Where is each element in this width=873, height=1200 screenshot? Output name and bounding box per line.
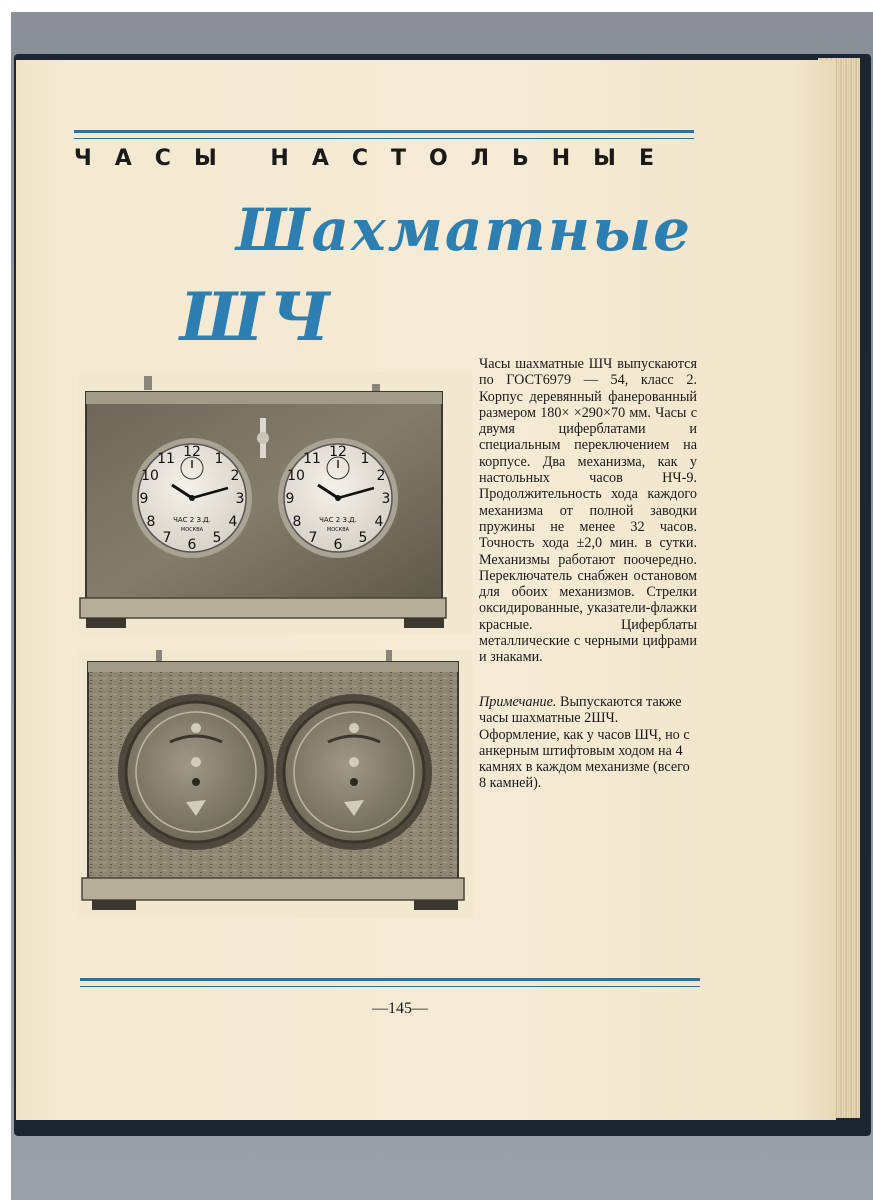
top-rule — [74, 130, 694, 139]
page-number: —145— — [372, 1000, 428, 1017]
svg-text:3: 3 — [235, 491, 245, 507]
note — [479, 694, 697, 792]
svg-text:4: 4 — [374, 514, 384, 530]
svg-text:11: 11 — [303, 451, 321, 467]
svg-text:1: 1 — [360, 451, 370, 467]
note-text: Выпускаются также часы шахматные 2ШЧ. Оформление, как у часов ШЧ, но с анкерным штифтовым ходом на 4 камнях в каждом механизме (всего 8 камней). — [479, 694, 690, 792]
svg-text:12: 12 — [329, 444, 347, 460]
right-dial-city: МОСКВА — [326, 527, 350, 533]
product-description: Часы шахматные ШЧ выпускаются по ГОСТ6979 — 54, класс 2. Корпус деревянный фанерованный размером 180× ×290×70 мм. Часы с двумя циферблатами и специальным переключением на корпусе. Два механизма, как у настольных часов НЧ-9. Продолжительность хода каждого механизма от полной заводки пружины не менее 32 часов. Точность хода ±2,0 мин. в сутки. Механизмы работают поочередно. Переключатель снабжен остановом для обоих механизмов. Стрелки оксидированные, указатели-флажки красные. Циферблаты металлические с черными цифрами и знаками. — [479, 356, 697, 666]
svg-text:12: 12 — [183, 444, 201, 460]
svg-text:1: 1 — [214, 451, 224, 467]
script-title-line-2: ШЧ — [180, 278, 336, 356]
bottom-rule — [80, 978, 700, 987]
svg-text:8: 8 — [146, 514, 156, 530]
svg-text:9: 9 — [285, 491, 295, 507]
svg-text:7: 7 — [162, 530, 172, 546]
svg-text:7: 7 — [308, 530, 318, 546]
left-dial-city: МОСКВА — [180, 527, 204, 533]
chess-clock-photo — [78, 372, 473, 634]
svg-text:11: 11 — [157, 451, 175, 467]
section-title: ЧАСЫ НАСТОЛЬНЫЕ — [74, 146, 677, 171]
left-back-cover — [118, 694, 274, 850]
script-title-line-1: Шахматные — [236, 196, 693, 264]
svg-text:8: 8 — [292, 514, 302, 530]
svg-text:9: 9 — [139, 491, 149, 507]
chess-clock-back-photo — [78, 650, 473, 918]
right-dial-label: ЧАС 2 З.Д. — [319, 516, 357, 524]
svg-text:10: 10 — [141, 468, 159, 484]
right-clock-dial — [278, 438, 398, 558]
left-clock-dial — [132, 438, 252, 558]
svg-text:6: 6 — [187, 537, 197, 553]
svg-text:4: 4 — [228, 514, 238, 530]
svg-text:3: 3 — [381, 491, 391, 507]
svg-text:2: 2 — [376, 468, 386, 484]
right-back-cover — [276, 694, 432, 850]
svg-text:6: 6 — [333, 537, 343, 553]
note-label: Примечание. — [479, 694, 557, 710]
left-dial-label: ЧАС 2 З.Д. — [173, 516, 211, 524]
svg-text:10: 10 — [287, 468, 305, 484]
svg-text:2: 2 — [230, 468, 240, 484]
svg-text:5: 5 — [358, 530, 368, 546]
svg-text:5: 5 — [212, 530, 222, 546]
